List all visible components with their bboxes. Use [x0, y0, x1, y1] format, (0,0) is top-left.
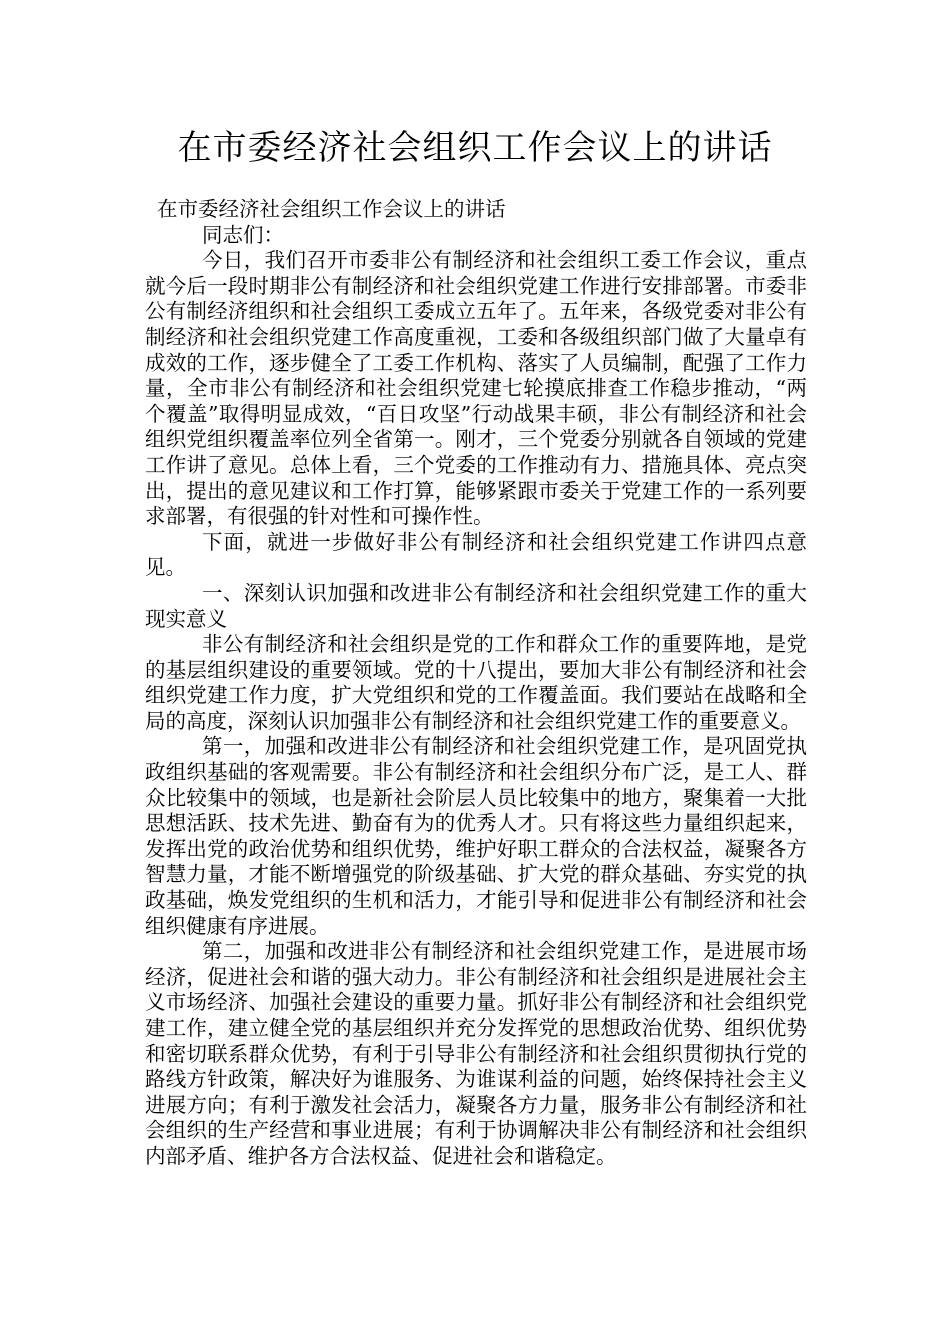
document-title: 在市委经济社会组织工作会议上的讲话 [177, 128, 773, 168]
paragraph: 非公有制经济和社会组织是党的工作和群众工作的重要阵地，是党的基层组织建设的重要领域。党的十八提出，要加大非公有制经济和社会组织党建工作力度，扩大党组织和党的工作覆盖面。我们要站在战略和全局的高度，深刻认识加强非公有制经济和社会组织党建工作的重要意义。 [145, 632, 807, 733]
paragraph: 第二，加强和改进非公有制经济和社会组织党建工作，是进展市场经济，促进社会和谐的强大动力。非公有制经济和社会组织是进展社会主义市场经济、加强社会建设的重要力量。抓好非公有制经济和社会组织党建工作，建立健全党的基层组织并充分发挥党的思想政治优势、组织优势和密切联系群众优势，有利于引导非公有制经济和社会组织贯彻执行党的路线方针政策，解决好为谁服务、为谁谋利益的问题，始终保持社会主义进展方向；有利于激发社会活力，凝聚各方力量，服务非公有制经济和社会组织的生产经营和事业进展；有利于协调解决非公有制经济和社会组织内部矛盾、维护各方合法权益、促进社会和谐稳定。 [145, 939, 807, 1168]
document-body [145, 197, 807, 1170]
section-heading: 一、深刻认识加强和改进非公有制经济和社会组织党建工作的重大现实意义 [145, 580, 807, 631]
document-subtitle: 在市委经济社会组织工作会议上的讲话 [157, 197, 506, 221]
paragraph: 下面，就进一步做好非公有制经济和社会组织党建工作讲四点意见。 [145, 529, 807, 580]
salutation: 同志们： [202, 222, 284, 247]
paragraph: 第一，加强和改进非公有制经济和社会组织党建工作，是巩固党执政组织基础的客观需要。非公有制经济和社会组织分布广泛，是工人、群众比较集中的领域，也是新社会阶层人员比较集中的地方，聚集着一大批思想活跃、技术先进、勤奋有为的优秀人才。只有将这些力量组织起来，发挥出党的政治优势和组织优势，维护好职工群众的合法权益，凝聚各方智慧力量，才能不断增强党的阶级基础、扩大党的群众基础、夯实党的执政基础，焕发党组织的生机和活力，才能引导和促进非公有制经济和社会组织健康有序进展。 [145, 734, 807, 938]
paragraph: 今日，我们召开市委非公有制经济和社会组织工委工作会议，重点就今后一段时期非公有制经济和社会组织党建工作进行安排部署。市委非公有制经济组织和社会组织工委成立五年了。五年来，各级党委对非公有制经济和社会组织党建工作高度重视，工委和各级组织部门做了大量卓有成效的工作，逐步健全了工委工作机构、落实了人员编制，配强了工作力量，全市非公有制经济和社会组织党建七轮摸底排查工作稳步推动，“两个覆盖”取得明显成效，“百日攻坚”行动战果丰硕，非公有制经济和社会组织党组织覆盖率位列全省第一。刚才，三个党委分别就各自领域的党建工作讲了意见。总体上看，三个党委的工作推动有力、措施具体、亮点突出，提出的意见建议和工作打算，能够紧跟市委关于党建工作的一系列要求部署，有很强的针对性和可操作性。 [145, 248, 807, 529]
